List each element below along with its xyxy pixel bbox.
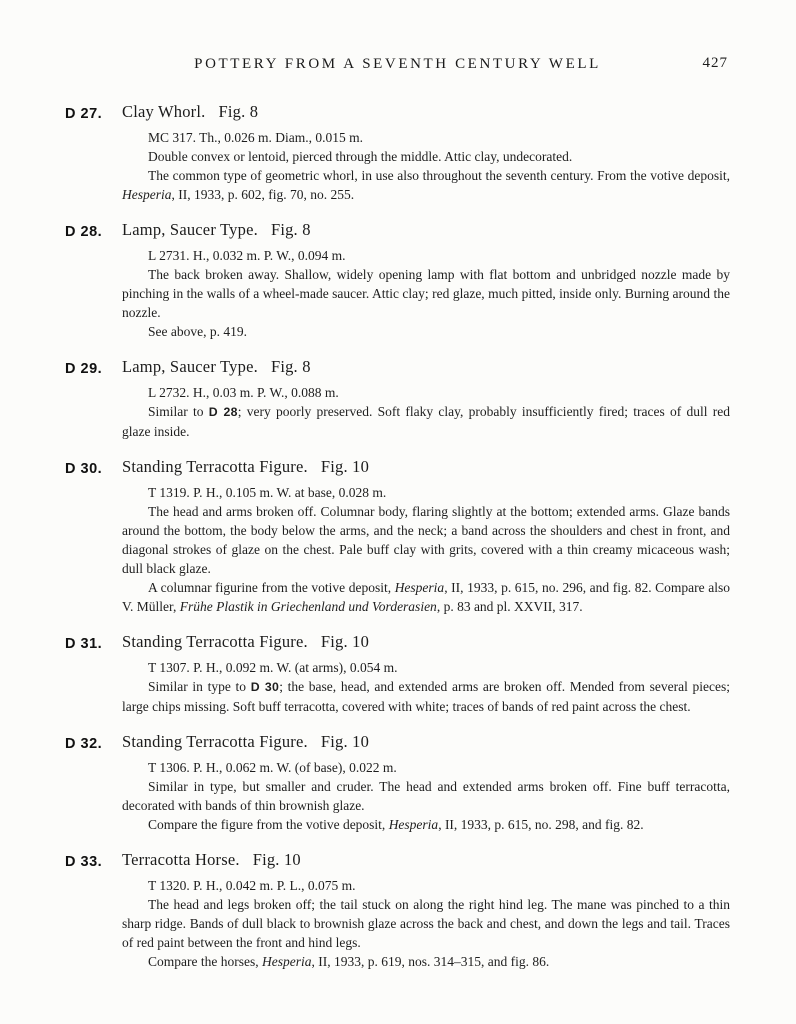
entry-id: D 28. [65,224,103,240]
entry-measurements [122,383,730,402]
entry-title: Standing Terracotta Figure. [122,632,308,651]
page-header [65,55,730,77]
entry-heading [65,219,730,241]
entry-list [65,101,730,971]
entry-paragraph [122,166,730,204]
text-run: ; very poorly preserved. Soft flaky clay, probably insufficiently fired; traces of dull red glaze inside. [122,404,730,439]
entry-paragraph [122,952,730,971]
entry-paragraph [122,677,730,716]
text-run: L 2732. H., 0.03 m. P. W., 0.088 m. [148,385,339,400]
entry-measurements [122,246,730,265]
text-run: Similar to [148,404,209,419]
entry-figure-ref: Fig. 10 [320,457,370,476]
text-run: T 1319. P. H., 0.105 m. W. at base, 0.028 m. [148,485,387,500]
citation-italic: Hesperia [388,817,439,832]
text-run: MC 317. Th., 0.026 m. Diam., 0.015 m. [148,130,364,145]
entry-paragraph [122,777,730,815]
entry-heading [65,456,730,478]
text-run: , II, 1933, p. 615, no. 298, and fig. 82. [438,817,644,832]
catalog-entry [65,356,730,441]
citation-italic: Hesperia [394,580,445,595]
entry-figure-ref: Fig. 8 [218,102,259,121]
text-run: Double convex or lentoid, pierced through the middle. Attic clay, undecorated. [148,149,573,164]
running-title: POTTERY FROM A SEVENTH CENTURY WELL [194,56,601,72]
entry-reference: D 30 [250,680,280,694]
text-run: Similar in type, but smaller and cruder. The head and extended arms broken off. Fine buff terracotta, decorated with bands of thin brownish glaze. [122,779,730,813]
entry-id: D 32. [65,736,103,752]
entry-id: D 31. [65,636,103,652]
text-run: The head and legs broken off; the tail stuck on along the right hind leg. The mane was pinched to a thin sharp ridge. Bands of dull black to brownish glaze across the back and chest, and down the legs and tail. Traces of red paint between the front and hind legs. [122,897,730,950]
entry-id: D 33. [65,854,103,870]
text-run: , p. 83 and pl. XXVII, 317. [436,599,583,614]
entry-paragraph [122,322,730,341]
page-number: 427 [702,55,728,71]
entry-measurements [122,128,730,147]
catalog-entry [65,849,730,971]
entry-paragraph [122,265,730,322]
text-run: T 1320. P. H., 0.042 m. P. L., 0.075 m. [148,878,356,893]
entry-reference: D 28 [208,405,238,419]
entry-paragraph [122,402,730,441]
entry-title: Lamp, Saucer Type. [122,220,258,239]
entry-figure-ref: Fig. 10 [252,850,301,869]
entry-paragraph [122,502,730,578]
citation-italic: Frühe Plastik in Griechenland und Vorderasien [179,599,437,614]
text-run: Compare the horses, [148,954,262,969]
catalog-entry [65,731,730,834]
entry-figure-ref: Fig. 10 [320,632,370,651]
entry-title: Lamp, Saucer Type. [122,357,258,376]
text-run: ; the base, head, and extended arms are broken off. Mended from several pieces; large chips missing. Soft buff terracotta, covered with white; traces of bands of red paint across the chest. [122,679,730,714]
text-run: T 1306. P. H., 0.062 m. W. (of base), 0.022 m. [148,760,397,775]
entry-heading [65,731,730,753]
catalog-entry [65,219,730,341]
text-run: , II, 1933, p. 615, no. 296, and fig. 82. Compare also V. Müller, [122,580,730,614]
entry-figure-ref: Fig. 8 [270,357,311,376]
text-run: Similar in type to [148,679,251,694]
entry-figure-ref: Fig. 10 [320,732,370,751]
entry-id: D 27. [65,106,103,122]
entry-figure-ref: Fig. 8 [270,220,311,239]
text-run: T 1307. P. H., 0.092 m. W. (at arms), 0.054 m. [148,660,398,675]
catalog-entry [65,101,730,204]
entry-paragraph [122,895,730,952]
entry-title: Standing Terracotta Figure. [122,457,308,476]
citation-italic: Hesperia [122,187,172,202]
entry-heading [65,101,730,123]
text-run: The back broken away. Shallow, widely opening lamp with flat bottom and unbridged nozzle made by pinching in the walls of a wheel-made saucer. Attic clay; red glaze, much pitted, inside only. Burning around the nozzle. [122,267,730,320]
entry-measurements [122,876,730,895]
entry-paragraph [122,578,730,616]
entry-id: D 30. [65,461,103,477]
text-run: Compare the figure from the votive deposit, [148,817,389,832]
citation-italic: Hesperia [261,954,312,969]
entry-measurements [122,758,730,777]
entry-heading [65,849,730,871]
entry-heading [65,631,730,653]
catalog-entry [65,456,730,616]
entry-id: D 29. [65,361,103,377]
text-run: , II, 1933, p. 619, nos. 314–315, and fig. 86. [311,954,550,969]
text-run: See above, p. 419. [148,324,247,339]
text-run: L 2731. H., 0.032 m. P. W., 0.094 m. [148,248,346,263]
entry-paragraph [122,147,730,166]
entry-title: Standing Terracotta Figure. [122,732,308,751]
entry-title: Clay Whorl. [122,102,206,121]
text-run: A columnar figurine from the votive deposit, [148,580,395,595]
text-run: , II, 1933, p. 602, fig. 70, no. 255. [171,187,355,202]
entry-heading [65,356,730,378]
text-run: The head and arms broken off. Columnar body, flaring slightly at the bottom; extended arms. Glaze bands around the bottom, the body below the arms, and the neck; a band across the shoulders and chest in front, and diagonal strokes of glaze on the chest. Pale buff clay with grits, covered with a thin creamy micaceous wash; dull black glaze. [122,504,730,576]
catalog-entry [65,631,730,716]
entry-title: Terracotta Horse. [122,850,240,869]
entry-measurements [122,483,730,502]
text-run: The common type of geometric whorl, in use also throughout the seventh century. From the votive deposit, [148,168,730,183]
entry-paragraph [122,815,730,834]
entry-measurements [122,658,730,677]
